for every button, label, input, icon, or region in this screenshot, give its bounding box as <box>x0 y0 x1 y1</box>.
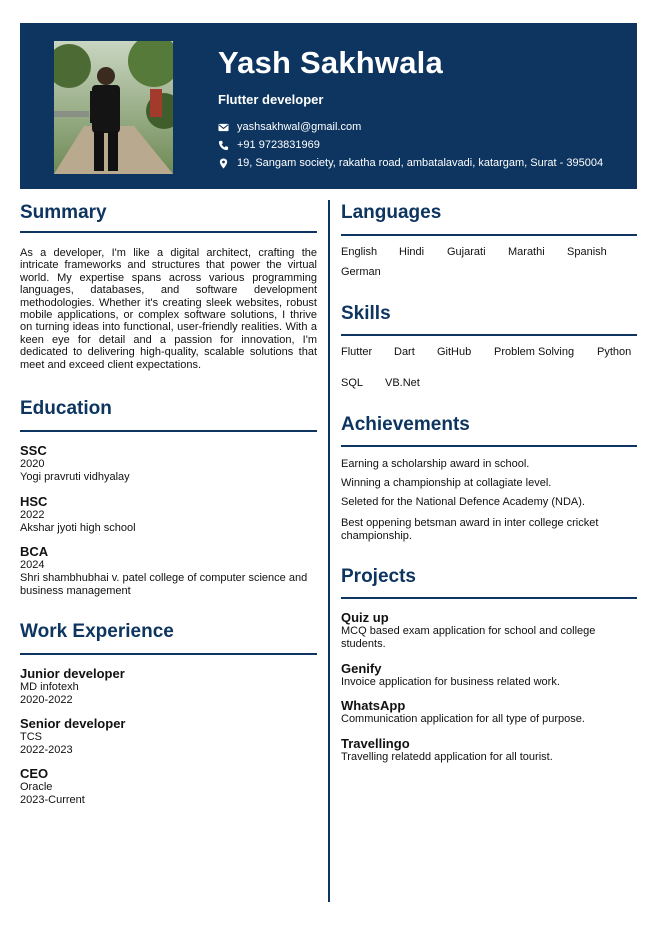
contact-phone <box>218 139 320 151</box>
summary-text: As a developer, I'm like a digital architect, crafting the intricate frameworks and structures that power the virtual world. My expertise spans across various programming languages, databases, and software development methodologies. Whether it's creating sleek websites, robust mobile applications, or complex software solutions, I thrive on turning ideas into functional, user-friendly realities. With a keen eye for detail and a passion for innovation, I'm dedicated to delivering high-quality, scalable solutions that meet and exceed client expectations. <box>20 247 317 371</box>
language-item: German <box>341 266 381 278</box>
education-rule <box>20 430 317 432</box>
education-year: 2024 <box>20 559 45 571</box>
education-item <box>20 443 317 484</box>
skill-item: Flutter <box>341 346 373 358</box>
work-position: Junior developer <box>20 666 125 681</box>
project-item <box>341 698 637 726</box>
work-heading: Work Experience <box>20 621 174 642</box>
work-item <box>20 666 317 707</box>
project-desc: Travelling relatedd application for all tourist. <box>341 751 553 763</box>
skill-item: Dart <box>394 346 415 358</box>
candidate-role: Flutter developer <box>218 92 324 107</box>
projects-heading: Projects <box>341 566 416 587</box>
work-company: MD infotexh <box>20 681 79 693</box>
language-item: Hindi <box>399 246 425 258</box>
profile-photo <box>54 41 173 174</box>
work-company: Oracle <box>20 781 53 793</box>
achievement-item: Seleted for the National Defence Academy (NDA). <box>341 496 585 508</box>
education-school: Shri shambhubhai v. patel college of computer science and business management <box>20 572 308 597</box>
achievement-item: Earning a scholarship award in school. <box>341 458 530 470</box>
language-item: Gujarati <box>447 246 486 258</box>
education-degree: HSC <box>20 494 48 509</box>
work-years: 2023-Current <box>20 794 85 806</box>
languages-heading: Languages <box>341 202 442 223</box>
project-name: Quiz up <box>341 610 389 625</box>
column-divider <box>328 200 330 902</box>
language-item: English <box>341 246 378 258</box>
education-degree: SSC <box>20 443 47 458</box>
education-item <box>20 494 317 535</box>
language-item: Spanish <box>567 246 607 258</box>
work-company: TCS <box>20 731 42 743</box>
achievements-rule <box>341 445 637 447</box>
summary-heading: Summary <box>20 202 107 223</box>
education-school: Yogi pravruti vidhyalay <box>20 471 130 483</box>
location-pin-icon <box>218 158 229 169</box>
project-desc: Communication application for all type of purpose. <box>341 713 585 725</box>
education-degree: BCA <box>20 544 49 559</box>
address-text: 19, Sangam society, rakatha road, ambatalavadi, katargam, Surat - 395004 <box>237 157 604 169</box>
resume-header <box>20 23 637 189</box>
achievement-item: Best oppening betsman award in inter college cricket championship. <box>341 517 599 542</box>
work-item <box>20 716 317 757</box>
project-item <box>341 610 637 651</box>
contact-email <box>218 121 361 133</box>
education-heading: Education <box>20 398 112 419</box>
project-name: WhatsApp <box>341 698 406 713</box>
languages-rule <box>341 234 637 236</box>
phone-icon <box>218 140 229 151</box>
project-item <box>341 736 637 764</box>
candidate-name: Yash Sakhwala <box>218 45 443 80</box>
work-years: 2022-2023 <box>20 744 73 756</box>
education-year: 2022 <box>20 509 45 521</box>
skills-heading: Skills <box>341 303 391 324</box>
project-name: Genify <box>341 661 382 676</box>
work-position: Senior developer <box>20 716 126 731</box>
phone-text[interactable]: +91 9723831969 <box>237 139 320 151</box>
education-year: 2020 <box>20 458 45 470</box>
education-item <box>20 544 317 598</box>
project-desc: Invoice application for business related work. <box>341 676 560 688</box>
profile-photo-image <box>54 41 173 174</box>
language-item: Marathi <box>508 246 545 258</box>
achievement-item: Winning a championship at collagiate level. <box>341 477 552 489</box>
education-school: Akshar jyoti high school <box>20 522 136 534</box>
project-item <box>341 661 637 689</box>
work-years: 2020-2022 <box>20 694 73 706</box>
project-desc: MCQ based exam application for school and college students. <box>341 625 596 650</box>
summary-rule <box>20 231 317 233</box>
project-name: Travellingo <box>341 736 410 751</box>
envelope-icon <box>218 122 229 133</box>
skill-item: GitHub <box>437 346 472 358</box>
contact-address <box>218 157 603 169</box>
projects-rule <box>341 597 637 599</box>
email-text[interactable]: yashsakhwal@gmail.com <box>237 121 362 133</box>
skill-item: Problem Solving <box>494 346 575 358</box>
skill-item: Python <box>597 346 632 358</box>
achievements-heading: Achievements <box>341 414 470 435</box>
work-rule <box>20 653 317 655</box>
skill-item: SQL <box>341 377 364 389</box>
skill-item: VB.Net <box>385 377 420 389</box>
work-position: CEO <box>20 766 49 781</box>
skills-rule <box>341 334 637 336</box>
work-item <box>20 766 317 807</box>
